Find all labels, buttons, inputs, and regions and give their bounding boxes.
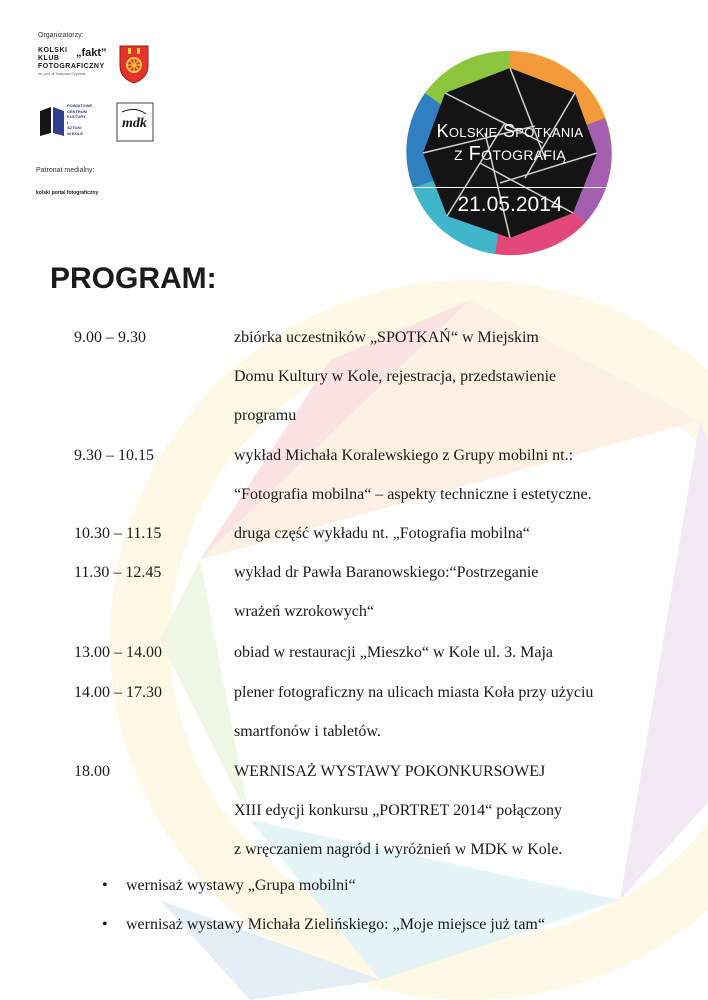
town-crest-icon <box>118 44 150 84</box>
schedule-description-line: plener fotograficzny na ulicach miasta Koła przy użyciu <box>234 684 594 701</box>
bullet-item <box>102 876 356 896</box>
kkf-logo <box>38 47 108 87</box>
schedule-description-line: “Fotografia mobilna“ – aspekty techniczne i estetyczne. <box>234 486 592 503</box>
schedule-description <box>234 673 674 751</box>
schedule-description-line: druga część wykładu nt. „Fotografia mobilna“ <box>234 525 530 542</box>
bullet-text: wernisaż wystawy Michała Zielińskiego: „Moje miejsce już tam“ <box>126 916 545 933</box>
kkf-logo-line: KOLSKI <box>38 47 68 54</box>
schedule-description-line: wykład dr Pawła Baranowskiego:“Postrzeganie <box>234 564 539 581</box>
cultural-center-logo-line: SZTUKI <box>67 125 82 130</box>
schedule-description <box>234 436 674 514</box>
event-title <box>405 120 615 166</box>
schedule-description-line: obiad w restauracji „Mieszko“ w Kole ul. 3. Maja <box>234 644 554 661</box>
schedule-description-line: z wręczaniem nagród i wyróżnień w MDK w Kole. <box>234 841 563 858</box>
mdk-logo-text: mdk <box>122 116 147 131</box>
media-patron-label: Patronat medialny: <box>36 167 95 174</box>
schedule-time: 11.30 – 12.45 <box>74 564 162 581</box>
schedule-description-line: XIII edycji konkursu „PORTRET 2014“ połączony <box>234 802 563 819</box>
open-book-icon <box>38 105 66 137</box>
schedule-description-line: smartfonów i tabletów. <box>234 723 381 740</box>
schedule-description-line: WERNISAŻ WYSTAWY POKONKURSOWEJ <box>234 763 546 780</box>
kkf-logo-line: FOTOGRAFICZNY <box>38 63 105 70</box>
schedule-description <box>234 318 674 435</box>
mdk-logo <box>116 102 154 142</box>
bullet-icon: • <box>102 916 108 933</box>
schedule-time: 18.00 <box>74 763 110 780</box>
kkf-logo-fakt: „fakt” <box>76 47 107 59</box>
schedule-description-line: zbiórka uczestników „SPOTKAŃ“ w Miejskim <box>234 329 539 346</box>
kkf-logo-subtitle: im. prof. dr Tadeusza Cypriana <box>38 72 86 76</box>
schedule-time: 13.00 – 14.00 <box>74 644 162 661</box>
event-title-line2: z Fotografią <box>453 143 567 165</box>
cultural-center-logo <box>38 103 100 139</box>
event-title-divider <box>412 187 608 188</box>
program-heading: PROGRAM: <box>50 262 217 295</box>
cultural-center-logo-line: W KOLE <box>67 130 83 136</box>
cultural-center-logo-line: POWIATOWE <box>67 103 93 108</box>
schedule-time: 9.30 – 10.15 <box>74 447 154 464</box>
schedule-description-line: wrażeń wzrokowych“ <box>234 603 374 620</box>
schedule-time: 10.30 – 11.15 <box>74 525 162 542</box>
bullet-text: wernisaż wystawy „Grupa mobilni“ <box>126 877 356 894</box>
schedule-description-line: programu <box>234 407 297 424</box>
schedule-description-line: wykład Michała Koralewskiego z Grupy mobilni nt.: <box>234 447 574 464</box>
schedule-time: 14.00 – 17.30 <box>74 684 162 701</box>
event-date: 21.05.2014 <box>457 193 563 216</box>
bullet-icon: • <box>102 877 108 894</box>
cultural-center-logo-line: KULTURY <box>67 114 86 119</box>
kkf-logo-line: KLUB <box>38 55 60 62</box>
bullet-item <box>102 915 545 935</box>
cultural-center-logo-line: CENTRUM <box>67 108 87 114</box>
schedule-description-line: Domu Kultury w Kole, rejestracja, przedstawienie <box>234 368 557 385</box>
organizers-label: Organizatorzy: <box>38 32 84 39</box>
schedule-time: 9.00 – 9.30 <box>74 329 146 346</box>
event-title-line1: Kolskie Spotkania <box>436 121 584 141</box>
schedule-description <box>234 752 674 869</box>
schedule-description <box>234 553 674 631</box>
media-patron-logo: kolski portal fotograficzny <box>36 190 99 196</box>
schedule-description <box>234 514 674 553</box>
cultural-center-logo-line: I <box>67 119 69 125</box>
schedule-description <box>234 633 674 672</box>
